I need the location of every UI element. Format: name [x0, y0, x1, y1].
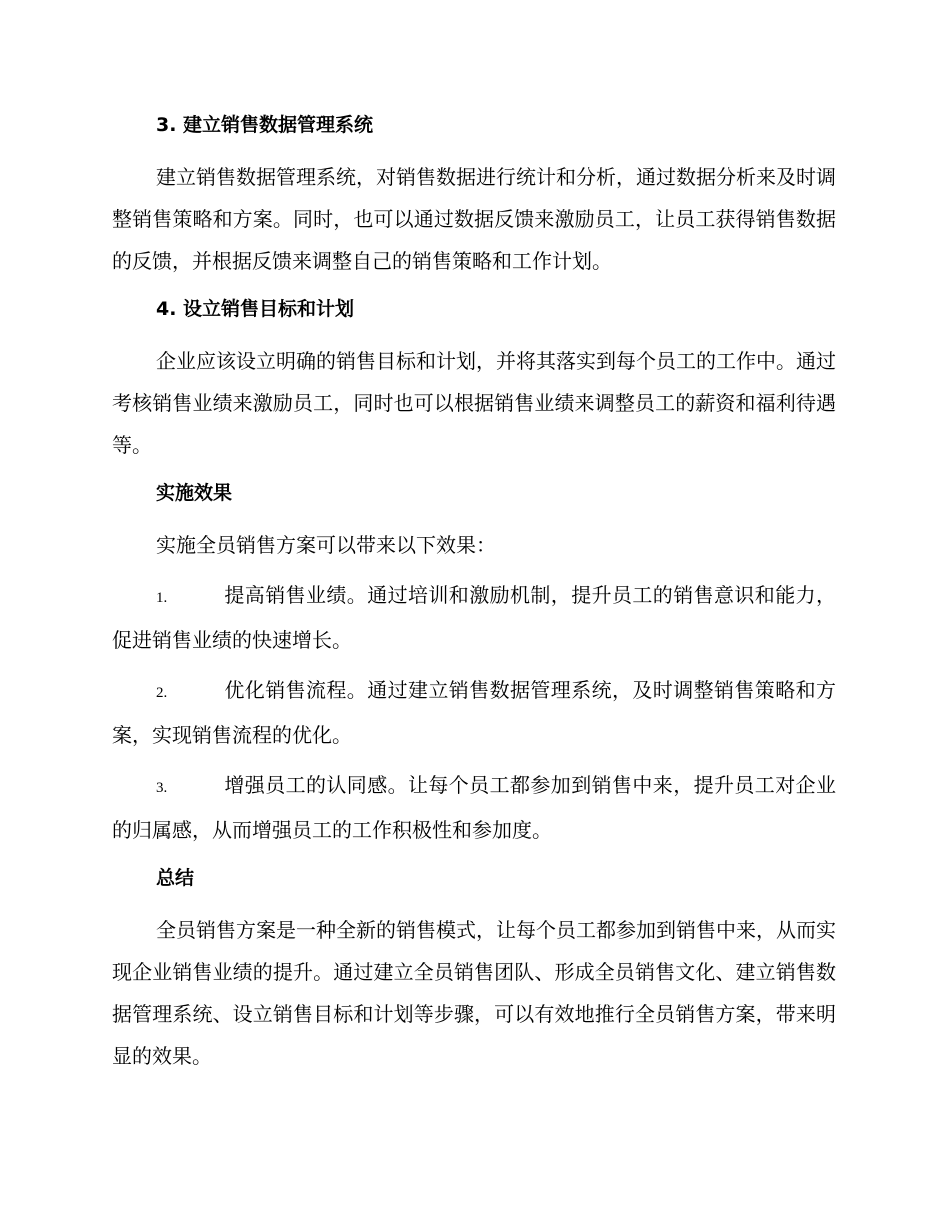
document-page: [112, 106, 836, 1085]
list-number: 2.: [156, 685, 168, 701]
list-text: 增强员工的认同感。让每个员工都参加到销售中来，提升员工对企业的归属感，从而增强员工的工作积极性和参加度。: [112, 773, 836, 842]
paragraph-summary: 全员销售方案是一种全新的销售模式，让每个员工都参加到销售中来，从而实现企业销售业绩的提升。通过建立全员销售团队、形成全员销售文化、建立销售数据管理系统、设立销售目标和计划等步骤，可以有效地推行全员销售方案，带来明显的效果。: [112, 918, 836, 1068]
section-heading-targets: 4. 设立销售目标和计划: [156, 298, 355, 320]
list-text: 优化销售流程。通过建立销售数据管理系统，及时调整销售策略和方案，实现销售流程的优化。: [112, 678, 836, 747]
section-heading-effects: 实施效果: [156, 482, 233, 504]
list-number: 1.: [156, 590, 168, 606]
list-item: [112, 764, 836, 851]
section-heading-summary: 总结: [156, 867, 195, 889]
list-item: [112, 574, 836, 661]
list-item: [112, 669, 836, 756]
paragraph-data-system: 建立销售数据管理系统，对销售数据进行统计和分析，通过数据分析来及时调整销售策略和方案。同时，也可以通过数据反馈来激励员工，让员工获得销售数据的反馈，并根据反馈来调整自己的销售策略和工作计划。: [112, 165, 836, 273]
section-heading-data-system: 3. 建立销售数据管理系统: [156, 114, 374, 136]
list-text: 提高销售业绩。通过培训和激励机制，提升员工的销售意识和能力，促进销售业绩的快速增长。: [112, 583, 836, 652]
list-number: 3.: [156, 780, 168, 796]
paragraph-targets: 企业应该设立明确的销售目标和计划，并将其落实到每个员工的工作中。通过考核销售业绩来激励员工，同时也可以根据销售业绩来调整员工的薪资和福利待遇等。: [112, 349, 836, 457]
paragraph-effects-intro: 实施全员销售方案可以带来以下效果：: [156, 533, 496, 557]
